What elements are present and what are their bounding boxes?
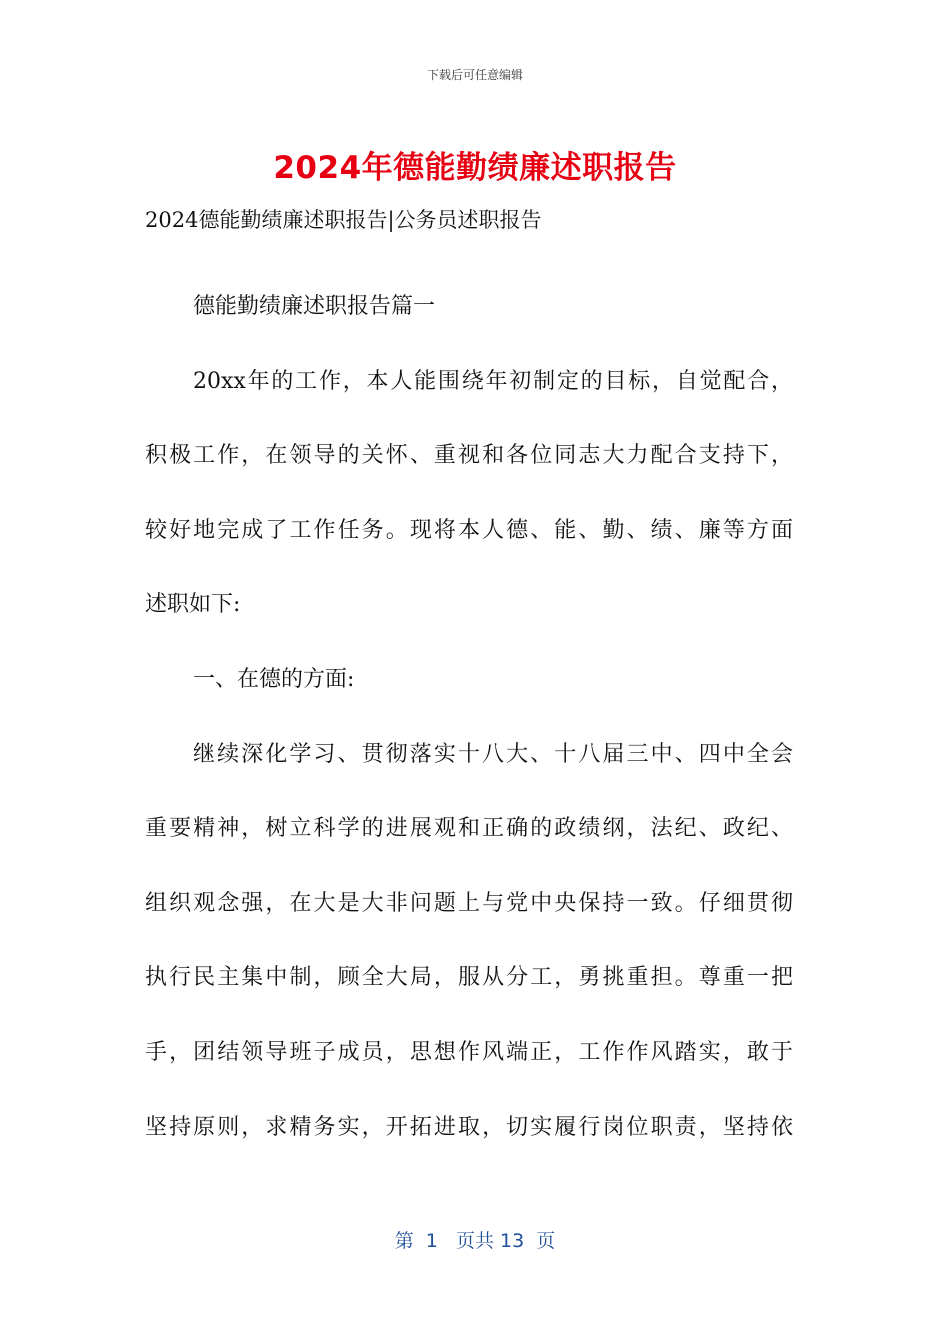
header-note: 下载后可任意编辑 [426,68,523,82]
section-heading: 一、在德的方面: [193,666,355,692]
paragraph-line: 执行民主集中制，顾全大局，服从分工，勇挑重担。尊重一把 [145,965,793,991]
paragraph-line: 述职如下: [145,592,241,618]
paragraph-line: 重要精神，树立科学的进展观和正确的政绩纲，法纪、政纪、 [145,816,793,842]
document-body [145,270,793,1165]
page-footer: 第 1 页共 13 页 [394,1230,556,1252]
document-title: 2024年德能勤绩廉述职报告 [273,150,677,186]
paragraph-line: 较好地完成了工作任务。现将本人德、能、勤、绩、廉等方面 [145,517,793,543]
paragraph-line: 积极工作，在领导的关怀、重视和各位同志大力配合支持下， [145,443,793,469]
section-heading: 德能勤绩廉述职报告篇一 [193,294,436,319]
document-subtitle: 2024德能勤绩廉述职报告|公务员述职报告 [145,208,542,232]
paragraph-line: 继续深化学习、贯彻落实十八大、十八届三中、四中全会 [193,741,793,767]
paragraph-line: 20xx年的工作，本人能围绕年初制定的目标，自觉配合， [193,368,793,394]
paragraph-line: 坚持原则，求精务实，开拓进取，切实履行岗位职责，坚持依 [145,1114,793,1140]
paragraph-line: 手，团结领导班子成员，思想作风端正，工作作风踏实，敢于 [145,1039,793,1065]
paragraph-line: 组织观念强，在大是大非问题上与党中央保持一致。仔细贯彻 [145,890,793,916]
